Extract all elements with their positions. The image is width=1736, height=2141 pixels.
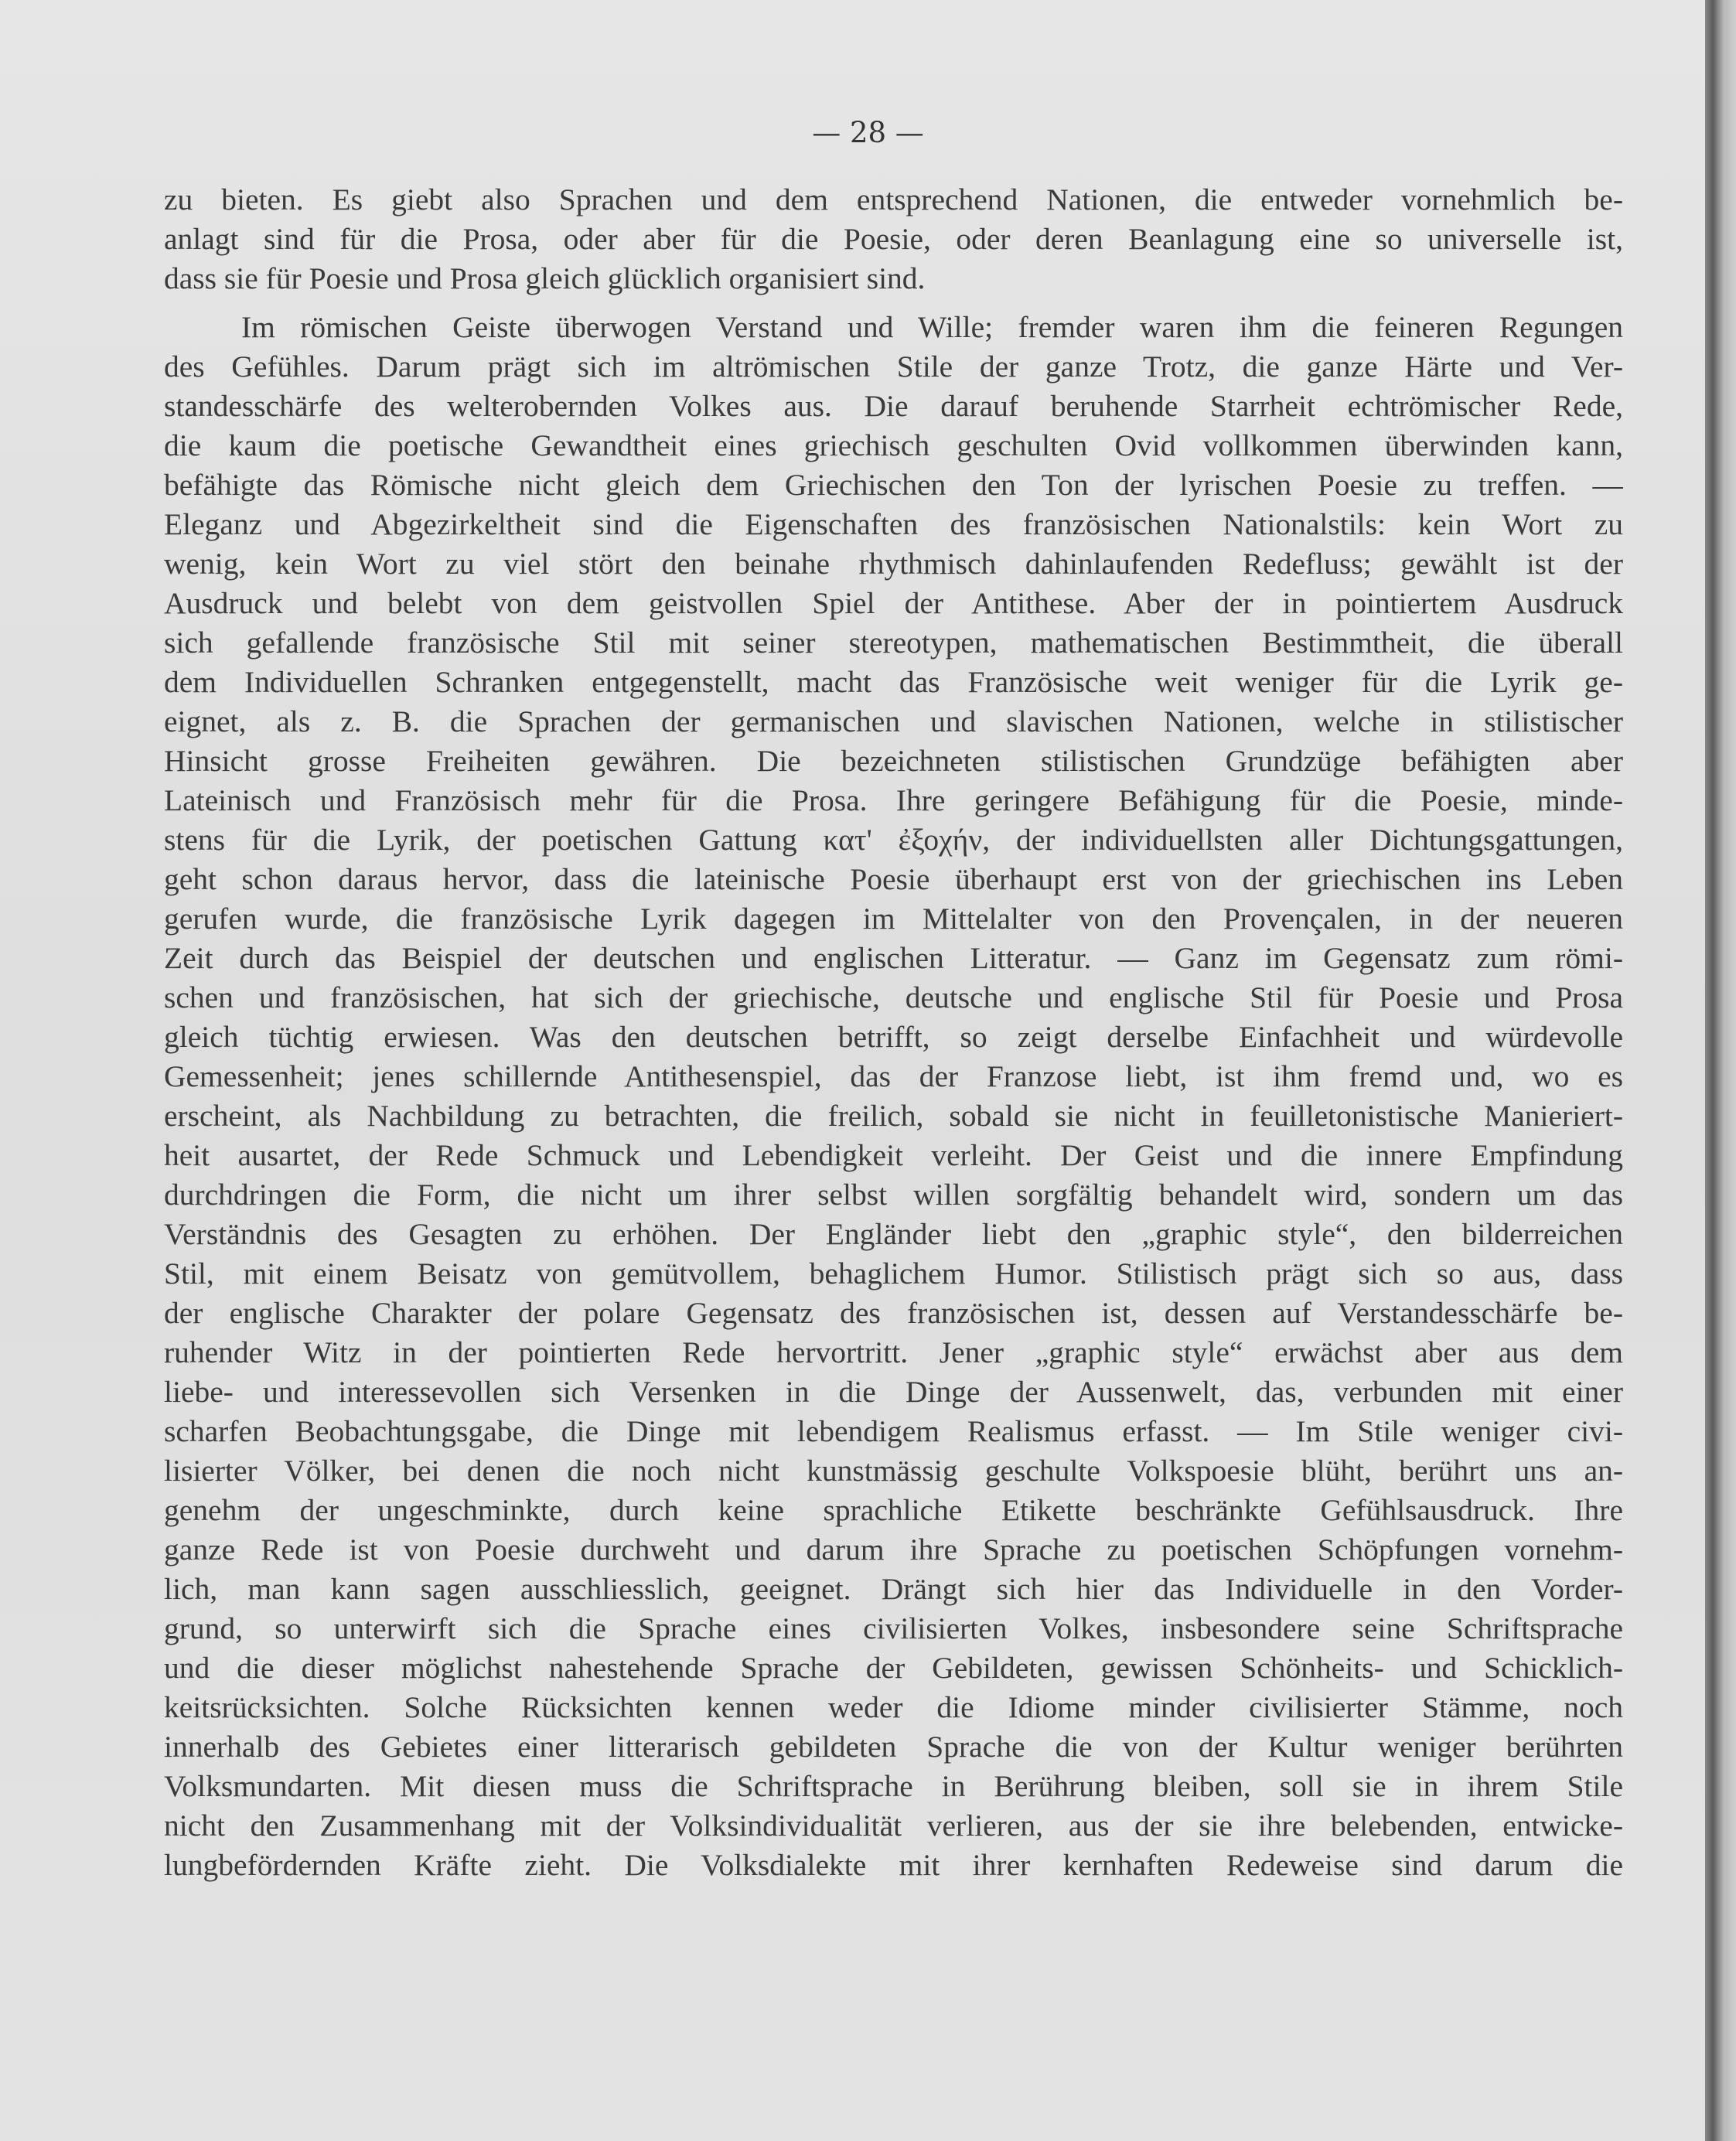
text-line: der englische Charakter der polare Gegensatz des französischen ist, dessen auf Verstandesschärfe be- (164, 1296, 1623, 1330)
text-line: Volksmundarten. Mit diesen muss die Schriftsprache in Berührung bleiben, soll sie in ihrem Stile (164, 1769, 1623, 1803)
text-line: stens für die Lyrik, der poetischen Gattung κατ' ἐξοχήν, der individuellsten aller Dichtungsgattungen, (164, 823, 1623, 857)
text-line: befähigte das Römische nicht gleich dem Griechischen den Ton der lyrischen Poesie zu treffen. — (164, 468, 1623, 502)
text-line: und die dieser möglichst nahestehende Sprache der Gebildeten, gewissen Schönheits- und Schicklich- (164, 1651, 1623, 1685)
text-line: lich, man kann sagen ausschliesslich, geeignet. Drängt sich hier das Individuelle in den Vorder- (164, 1572, 1623, 1606)
text-line: genehm der ungeschminkte, durch keine sprachliche Etikette beschränkte Gefühlsausdruck. Ihre (164, 1493, 1623, 1527)
text-line: Zeit durch das Beispiel der deutschen und englischen Litteratur. — Ganz im Gegensatz zum römi- (164, 941, 1623, 975)
text-line: Stil, mit einem Beisatz von gemütvollem, behaglichem Humor. Stilistisch prägt sich so aus, dass (164, 1256, 1623, 1290)
text-line: Ausdruck und belebt von dem geistvollen Spiel der Antithese. Aber der in pointiertem Ausdruck (164, 586, 1623, 620)
text-line: lungbefördernden Kräfte zieht. Die Volksdialekte mit ihrer kernhaften Redeweise sind darum die (164, 1848, 1623, 1882)
text-line: dem Individuellen Schranken entgegenstellt, macht das Französische weit weniger für die Lyrik ge- (164, 665, 1623, 699)
text-line: eignet, als z. B. die Sprachen der germanischen und slavischen Nationen, welche in stilistischer (164, 704, 1623, 738)
text-line: Lateinisch und Französisch mehr für die Prosa. Ihre geringere Befähigung für die Poesie, minde- (164, 783, 1623, 817)
text-line: heit ausartet, der Rede Schmuck und Lebendigkeit verleiht. Der Geist und die innere Empfindung (164, 1138, 1623, 1172)
text-line: Verständnis des Gesagten zu erhöhen. Der Engländer liebt den „graphic style“, den bilderreichen (164, 1217, 1623, 1251)
text-line: Hinsicht grosse Freiheiten gewähren. Die bezeichneten stilistischen Grundzüge befähigten aber (164, 744, 1623, 778)
text-line: lisierter Völker, bei denen die noch nicht kunstmässig geschulte Volkspoesie blüht, berührt uns an- (164, 1454, 1623, 1488)
text-line: nicht den Zusammenhang mit der Volksindividualität verlieren, aus der sie ihre belebenden, entwicke- (164, 1809, 1623, 1843)
text-line: scharfen Beobachtungsgabe, die Dinge mit lebendigem Realismus erfasst. — Im Stile weniger civi- (164, 1414, 1623, 1448)
text-line: Im römischen Geiste überwogen Verstand und Wille; fremder waren ihm die feineren Regungen (241, 310, 1623, 344)
text-line: schen und französischen, hat sich der griechische, deutsche und englische Stil für Poesie und Prosa (164, 980, 1623, 1014)
page-gutter-shadow (1705, 0, 1736, 2141)
text-line: wenig, kein Wort zu viel stört den beinahe rhythmisch dahinlaufenden Redefluss; gewählt ist der (164, 547, 1623, 581)
text-line: ruhender Witz in der pointierten Rede hervortritt. Jener „graphic style“ erwächst aber aus dem (164, 1335, 1623, 1369)
text-line: erscheint, als Nachbildung zu betrachten, die freilich, sobald sie nicht in feuilletonistische Manieriert- (164, 1099, 1623, 1133)
text-line: ganze Rede ist von Poesie durchweht und darum ihre Sprache zu poetischen Schöpfungen vornehm- (164, 1532, 1623, 1567)
text-line: sich gefallende französische Stil mit seiner stereotypen, mathematischen Bestimmtheit, die überall (164, 626, 1623, 660)
text-line: die kaum die poetische Gewandtheit eines griechisch geschulten Ovid vollkommen überwinden kann, (164, 428, 1623, 462)
text-line: anlagt sind für die Prosa, oder aber für die Poesie, oder deren Beanlagung eine so universelle ist, (164, 222, 1623, 256)
text-line: gerufen wurde, die französische Lyrik dagegen im Mittelalter von den Provençalen, in der neueren (164, 902, 1623, 936)
text-line: liebe- und interessevollen sich Versenken in die Dinge der Aussenwelt, das, verbunden mit einer (164, 1375, 1623, 1409)
text-line: Eleganz und Abgezirkeltheit sind die Eigenschaften des französischen Nationalstils: kein Wort zu (164, 507, 1623, 541)
text-line: dass sie für Poesie und Prosa gleich glücklich organisiert sind. (164, 261, 926, 295)
page-number: — 28 — (812, 116, 924, 149)
text-line: des Gefühles. Darum prägt sich im altrömischen Stile der ganze Trotz, die ganze Härte und Ver- (164, 349, 1623, 384)
text-line: keitsrücksichten. Solche Rücksichten kennen weder die Idiome minder civilisierter Stämme, noch (164, 1690, 1623, 1724)
text-line: gleich tüchtig erwiesen. Was den deutschen betrifft, so zeigt derselbe Einfachheit und würdevolle (164, 1020, 1623, 1054)
text-line: innerhalb des Gebietes einer litterarisch gebildeten Sprache die von der Kultur weniger berührten (164, 1730, 1623, 1764)
text-line: grund, so unterwirft sich die Sprache eines civilisierten Volkes, insbesondere seine Schriftsprache (164, 1611, 1623, 1645)
text-line: standesschärfe des welterobernden Volkes aus. Die darauf beruhende Starrheit echtrömischer Rede, (164, 389, 1623, 423)
text-line: zu bieten. Es giebt also Sprachen und dem entsprechend Nationen, die entweder vornehmlich be- (164, 182, 1623, 216)
text-line: durchdringen die Form, die nicht um ihrer selbst willen sorgfältig behandelt wird, sondern um das (164, 1178, 1623, 1212)
text-line: Gemessenheit; jenes schillernde Antithesenspiel, das der Franzose liebt, ist ihm fremd und, wo es (164, 1059, 1623, 1093)
body-text (164, 180, 1623, 1885)
text-line: geht schon daraus hervor, dass die lateinische Poesie überhaupt erst von der griechischen ins Leben (164, 862, 1623, 896)
